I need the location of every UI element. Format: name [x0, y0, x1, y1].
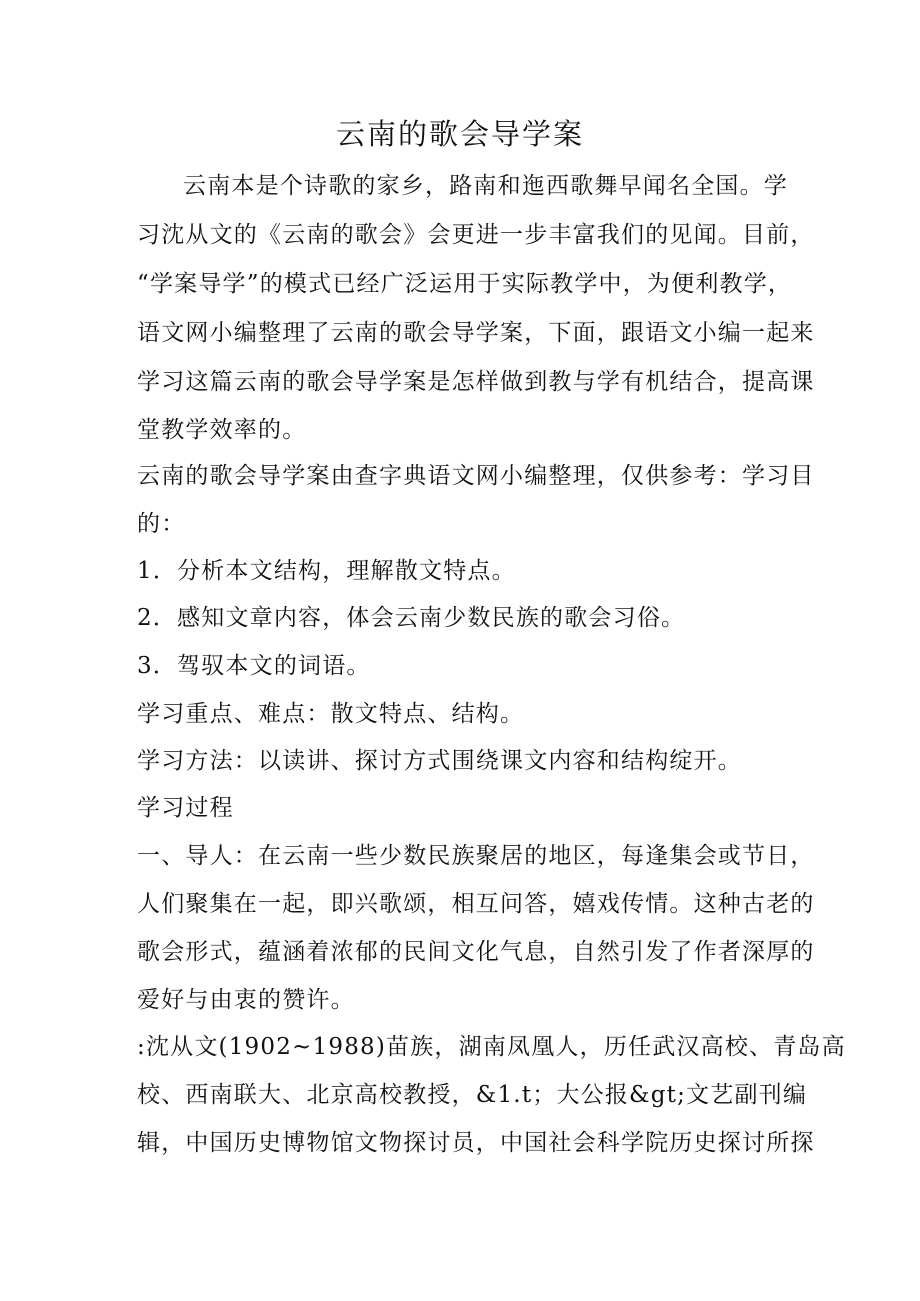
list-item: 2．感知文章内容，体会云南少数民族的歌会习俗。 [137, 605, 686, 631]
paragraph-line: 语文网小编整理了云南的歌会导学案，下面，跟语文小编一起来 [137, 320, 815, 346]
paragraph-line: 辑，中国历史博物馆文物探讨员，中国社会科学院历史探讨所探 [137, 1130, 815, 1156]
document-title: 云南的歌会导学案 [335, 117, 584, 151]
paragraph-line: 学习这篇云南的歌会导学案是怎样做到教与学有机结合，提高课 [137, 369, 815, 395]
paragraph-line: 习沈从文的《云南的歌会》会更进一步丰富我们的见闻。目前， [137, 222, 815, 248]
paragraph-line: “学案导学”的模式已经广泛运用于实际教学中，为便利教学， [137, 271, 793, 297]
paragraph-line: 学习重点、难点：散文特点、结构。 [137, 701, 525, 727]
list-item: 3．驾驭本文的词语。 [137, 653, 371, 679]
paragraph-line: 学习方法：以读讲、探讨方式围绕课文内容和结构绽开。 [137, 748, 742, 774]
list-item: 1．分析本文结构，理解散文特点。 [137, 558, 516, 584]
paragraph-line: 校、西南联大、北京高校教授，&1.t；大公报&gt;文艺副刊编 [137, 1082, 808, 1108]
paragraph-line: 人们聚集在一起，即兴歌颂，相互问答，嬉戏传情。这种古老的 [137, 891, 815, 917]
paragraph-line: 云南本是个诗歌的家乡，路南和迤西歌舞早闻名全国。学 [183, 173, 788, 199]
paragraph-line: :沈从文(1902~1988)苗族，湖南凤凰人，历任武汉高校、青岛高 [137, 1034, 846, 1060]
section-heading: 学习过程 [137, 795, 234, 821]
paragraph-line: 一、导人：在云南一些少数民族聚居的地区，每逢集会或节日， [137, 843, 815, 869]
paragraph-line: 堂教学效率的。 [137, 417, 307, 443]
paragraph-line: 云南的歌会导学案由查字典语文网小编整理，仅供参考：学习目 [137, 463, 815, 489]
paragraph-line: 爱好与由衷的赞许。 [137, 987, 355, 1013]
paragraph-line: 的： [137, 511, 186, 537]
paragraph-line: 歌会形式，蕴涵着浓郁的民间文化气息，自然引发了作者深厚的 [137, 939, 815, 965]
